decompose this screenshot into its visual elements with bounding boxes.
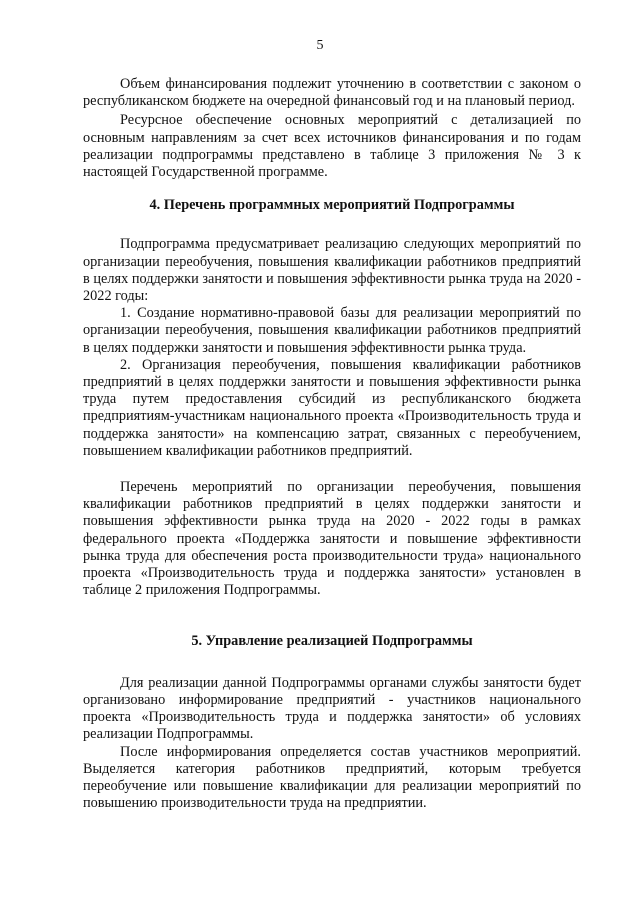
paragraph-resource-provision: Ресурсное обеспечение основных мероприятий с детализацией по основным направлениям за счет всех источников финансирования и по годам реализации подпрограммы представлено в таблице 3 приложения № 3 к настоящей Государственной программе. (83, 112, 581, 181)
paragraph-measure-2: 2. Организация переобучения, повышения квалификации работников предприятий в целях поддержки занятости и повышения эффективности рынка труда путем предоставления субсидий из республиканского бюджета предприятиям-участникам национального проекта «Производительность труда и поддержка занятости» на компенсацию затрат, связанных с переобучением, повышением квалификации работников предприятий. (83, 356, 581, 459)
paragraph-participants: После информирования определяется состав участников мероприятий. Выделяется категория работников предприятий, которым требуется переобучение или повышение квалификации для реализации мероприятий по повышению производительности труда на предприятии. (83, 743, 581, 812)
page-content (83, 76, 581, 812)
paragraph-measures-list: Перечень мероприятий по организации переобучения, повышения квалификации работников предприятий в целях поддержки занятости и повышения эффективности рынка труда на 2020 - 2022 годы в рамках федерального проекта «Поддержка занятости и повышение эффективности рынка труда для обеспечения роста производительности труда» национального проекта «Производительность труда и поддержка занятости» установлен в таблице 2 приложения Подпрограммы. (83, 479, 581, 599)
heading-section-4: 4. Перечень программных мероприятий Подпрограммы (149, 197, 515, 214)
heading-section-5: 5. Управление реализацией Подпрограммы (191, 633, 473, 650)
paragraph-financing-volume: Объем финансирования подлежит уточнению в соответствии с законом о республиканском бюджете на очередной финансовый год и на плановый период. (83, 76, 581, 110)
page-number: 5 (316, 38, 324, 53)
paragraph-measure-1: 1. Создание нормативно-правовой базы для реализации мероприятий по организации переобучения, повышения квалификации работников предприятий в целях поддержки занятости и повышения эффективности рынка труда. (83, 305, 581, 356)
paragraph-informing: Для реализации данной Подпрограммы органами службы занятости будет организовано информирование предприятий - участников национального проекта «Производительность труда и поддержка занятости» об условиях реализации Подпрограммы. (83, 674, 581, 743)
paragraph-subprogram-measures: Подпрограмма предусматривает реализацию следующих мероприятий по организации переобучения, повышения квалификации работников предприятий в целях поддержки занятости и повышения эффективности рынка труда на 2020 - 2022 годы: (83, 236, 581, 305)
